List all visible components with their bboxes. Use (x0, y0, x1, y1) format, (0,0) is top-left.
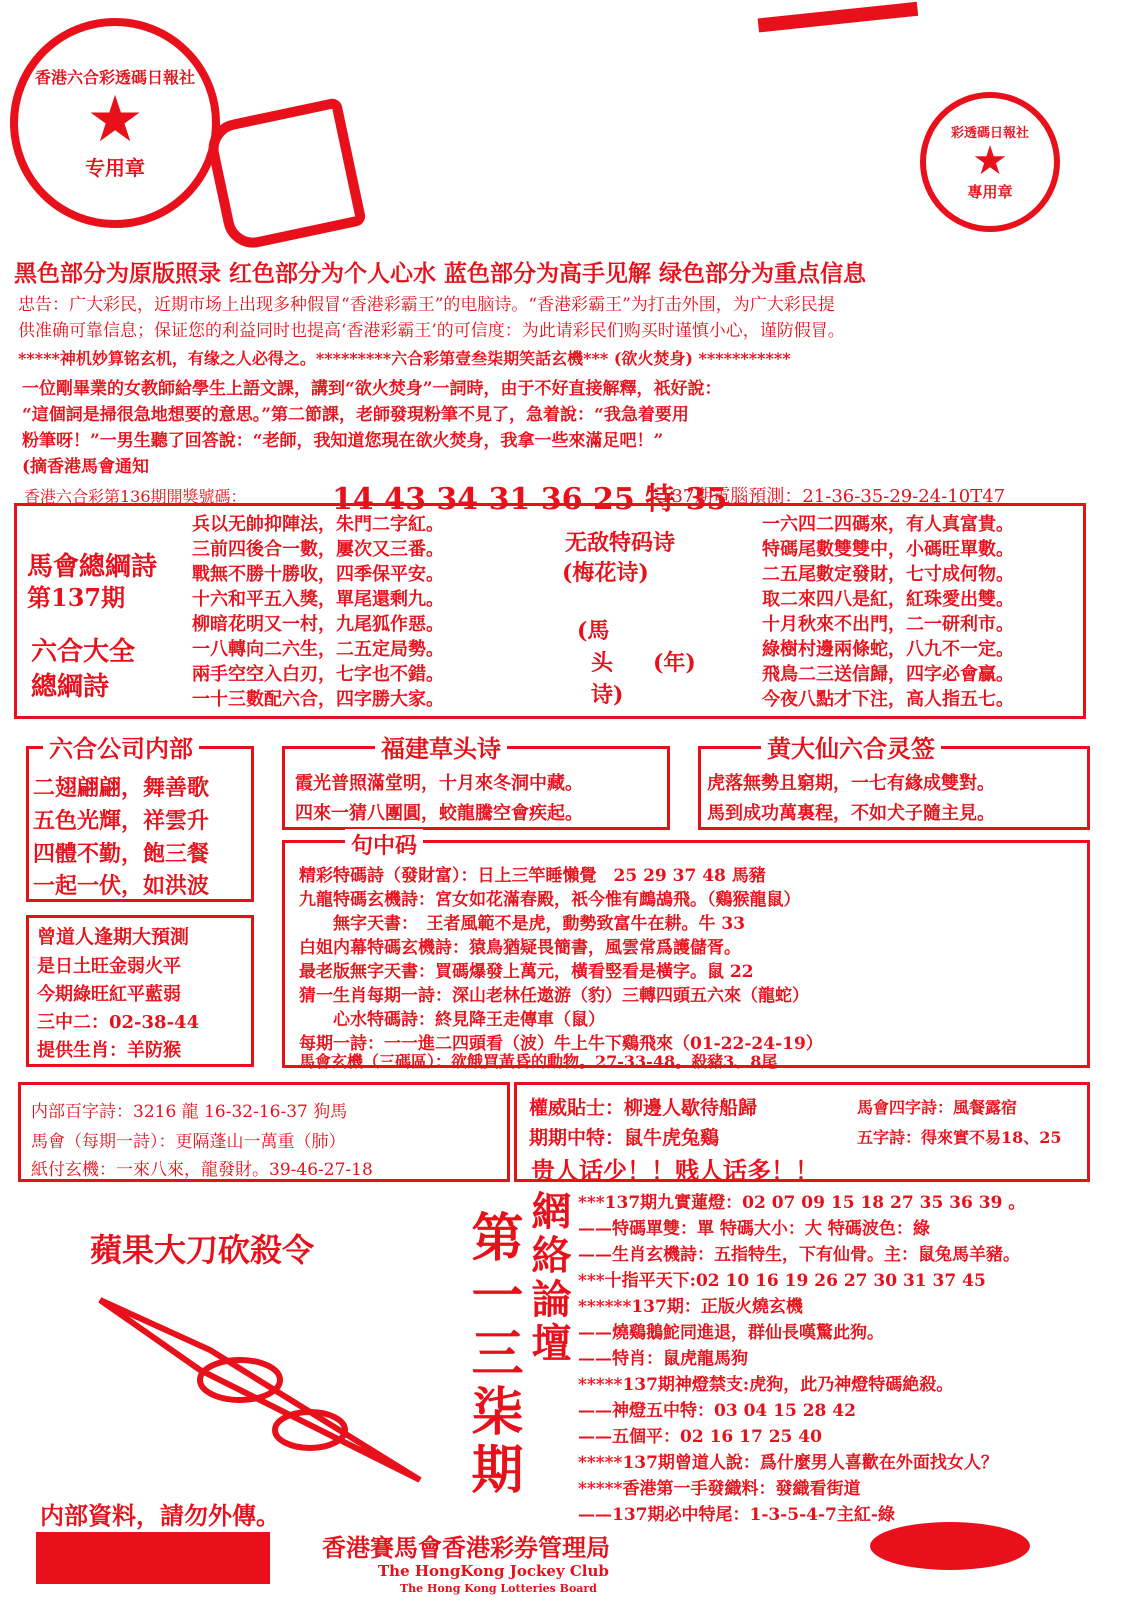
box-title: 福建草头诗 (375, 729, 507, 764)
center-poem-char: 诗) (591, 682, 624, 708)
right-seal (920, 92, 1060, 232)
box-line: 提供生肖：羊防猴 (37, 1040, 181, 1061)
forum-line: ——特肖：鼠虎龍馬狗 (578, 1349, 748, 1369)
box-line: 白姐内幕特碼玄機詩：猿鳥猶疑畏簡書，風雲常爲護儲胥。 (299, 938, 741, 958)
main-poem-title: 總綱詩 (31, 672, 110, 702)
decorative-oval-right (870, 1522, 1030, 1570)
internal-material-note: 内部資料，請勿外傳。 (40, 1501, 280, 1530)
poem-line: 一八轉向二六生，二五定局勢。 (192, 639, 444, 660)
result-numbers: 14 43 34 31 36 25 特 35 (332, 482, 728, 517)
box-line: 馬到成功萬裏程，不如犬子隨主見。 (707, 803, 995, 824)
center-poem-sub: (梅花诗) (562, 560, 649, 586)
joke-line: “這個詞是掃很急地想要的意思。”第二節課，老師發現粉筆不見了，急着說：“我急着要用 (22, 405, 689, 425)
forum-line: *****137期曾道人說：爲什麼男人喜歡在外面找女人？ (578, 1453, 998, 1473)
box-line: 馬會（每期一詩）：更隔蓬山一萬重（肺） (31, 1132, 346, 1152)
poem-line: 十六和平五入獎，單尾還剩九。 (192, 589, 444, 610)
box-title: 黄大仙六合灵签 (761, 729, 941, 764)
poem-line: 兩手空空入白刃，七字也不錯。 (192, 664, 444, 685)
fujian-poem-box (282, 734, 670, 830)
box-line: 三中二：02-38-44 (37, 1012, 200, 1033)
joke-header: *****神机妙算铭玄机，有缘之人必得之。*********六合彩第壹叁柒期笑話玄機*** (欲火焚身) *********** (18, 349, 791, 368)
box-line: 每期一詩：一一進二四頭看（波）牛上牛下鷄飛來（01-22-24-19） (299, 1034, 823, 1054)
forum-line: ***137期九實蓮燈：02 07 09 15 18 27 35 36 39 。 (578, 1193, 1026, 1213)
box-line: 虎落無勢且窮期，一七有緣成雙對。 (707, 773, 995, 794)
box-line: 猜一生肖每期一詩：深山老林任遨游（豹）三轉四頭五六來（龍蛇） (299, 986, 809, 1006)
taoist-prediction-box (26, 915, 254, 1067)
box-line: 精彩特碼詩（發財富）：日上三竿睡懶覺 25 29 37 48 馬豬 (299, 866, 766, 886)
forum-vertical-title: 網絡論壇 (525, 1190, 572, 1366)
forum-line: ——特碼單雙：單 特碼大小：大 特碼波色：綠 (578, 1219, 930, 1239)
forum-line: ——神燈五中特：03 04 15 28 42 (578, 1401, 856, 1421)
poem-line: 飛鳥二三送信歸，四字必會贏。 (762, 664, 1014, 685)
box-line: 最老版無字天書：買碼爆發上萬元，橫看竪看是橫字。鼠 22 (299, 962, 754, 982)
poem-line: 綠樹村邊兩條蛇，八九不一定。 (762, 639, 1014, 660)
seal-sub-text: 专用章 (85, 156, 145, 180)
forum-line: *****137期神燈禁支:虎狗，此乃神燈特碼絶殺。 (578, 1375, 954, 1395)
center-poem-title: 无敌特码诗 (565, 530, 676, 556)
seal-ring-text: 彩透碼日報社 (950, 126, 1029, 141)
joke-line: 粉筆呀！”一男生聽了回答說：“老師，我知道您現在欲火焚身，我拿一些來滿足吧！” (22, 431, 664, 451)
star-icon: ★ (972, 138, 1008, 184)
box-line: 無字天書： 王者風範不是虎，動勢致富牛在耕。牛 33 (299, 914, 746, 934)
internal-hundred-box (18, 1082, 510, 1182)
poem-line: 柳暗花明又一村，九尾狐作惡。 (192, 614, 444, 635)
box-line: 内部百字詩：3216 龍 16-32-16-37 狗馬 (31, 1102, 348, 1122)
org-english-2: The Hong Kong Lotteries Board (400, 1582, 597, 1595)
authority-tip: 五字詩：得來實不易18、25 (857, 1128, 1062, 1147)
org-english-1: The HongKong Jockey Club (378, 1562, 609, 1580)
box-line: 是日土旺金弱火平 (37, 956, 181, 977)
poem-line: 十月秋來不出門，二一研利市。 (762, 614, 1014, 635)
poem-line: 二五尾數定發財，七寸成何物。 (762, 564, 1014, 585)
forum-line: ******137期：正版火燒玄機 (578, 1297, 803, 1317)
left-seal (10, 18, 220, 228)
poem-line: 三前四後合一數，屢次又三番。 (192, 539, 444, 560)
forum-line: *****香港第一手發織料：發織看街道 (578, 1479, 861, 1499)
org-name: 香港賽馬會香港彩券管理局 (322, 1533, 610, 1562)
authority-tip: 期期中特：鼠牛虎兔鷄 (529, 1127, 720, 1149)
box-line: 馬會玄機（三碼區）：欲餓買黃昏的動物。27-33-48。殺豬3、8尾 (299, 1052, 778, 1071)
joke-line: (摘香港馬會通知 (22, 457, 150, 477)
joke-line: 一位剛畢業的女教師給學生上語文課，講到“欲火焚身”一詞時，由于不好直接解釋，祇好說： (22, 379, 722, 399)
header-graphic-left (203, 97, 367, 253)
center-poem-char: (馬 (577, 618, 610, 644)
company-internal-box (26, 734, 254, 902)
poem-line: 一六四二四碼來，有人真富貴。 (762, 514, 1014, 535)
box-line: 今期綠旺紅平藍弱 (37, 984, 181, 1005)
poem-line: 一十三數配六合，四字勝大家。 (192, 689, 444, 710)
main-poem-title: 六合大全 (31, 637, 136, 667)
main-poem-period: 第137期 (27, 583, 126, 612)
box-title: 六合公司内部 (43, 729, 199, 764)
box-line: 五色光輝，祥雲升 (33, 808, 210, 834)
seal-ring-text: 香港六合彩透碼日報社 (34, 68, 195, 87)
sentence-code-box (282, 833, 1090, 1071)
box-line: 四體不勤，飽三餐 (33, 841, 210, 867)
header-graphic-right (758, 2, 923, 72)
box-line: 霞光普照滿堂明，十月來冬洞中藏。 (295, 773, 583, 794)
box-line: 一起一伏，如洪波 (33, 873, 210, 899)
forum-line: ——五個平：02 16 17 25 40 (578, 1427, 822, 1447)
wong-tai-sin-box (698, 734, 1090, 830)
box-line: 二翅翩翩，舞善歌 (33, 775, 210, 801)
poem-line: 特碼尾數雙雙中，小碼旺單數。 (762, 539, 1014, 560)
apple-title: 蘋果大刀砍殺令 (90, 1231, 315, 1269)
slogan: 贵人话少！！贱人话多！！ (531, 1156, 819, 1185)
star-icon: ★ (86, 83, 144, 157)
poem-line: 今夜八點才下注，高人指五七。 (762, 689, 1014, 710)
sword-illustration (90, 1290, 430, 1490)
notice-line-2: 供准确可靠信息；保证您的利益同时也提高‘香港彩霸王’的可信度：为此请彩民们购买时谨慎小心，谨防假冒。 (18, 321, 845, 341)
box-line: 四來一猜八團圓，蛟龍騰空會疾起。 (295, 803, 583, 824)
computer-prediction: 137期電腦預測：21-36-35-29-24-10T47 (660, 486, 1006, 507)
center-poem-char: 头 (591, 650, 614, 676)
decorative-bar-left (36, 1532, 270, 1584)
forum-line: ——生肖玄機詩：五指特生，下有仙骨。主：鼠兔馬羊豬。 (578, 1245, 1020, 1265)
color-legend: 黑色部分为原版照录 红色部分为个人心水 蓝色部分为高手见解 绿色部分为重点信息 (14, 260, 867, 287)
poem-line: 兵以无帥抑陣法，朱門二字紅。 (192, 514, 444, 535)
forum-line: ——燒鷄鵝鮀同進退，群仙長嘆驚此狗。 (578, 1323, 884, 1343)
poem-line: 取二來四八是紅，紅珠愛出雙。 (762, 589, 1014, 610)
authority-tips-box (514, 1082, 1090, 1185)
forum-line: ***十指平天下:02 10 16 19 26 27 30 31 37 45 (578, 1271, 986, 1291)
notice-line-1: 忠告：广大彩民，近期市场上出现多种假冒“香港彩霸王”的电脑诗。“香港彩霸王”为打击外围，为广大彩民提 (18, 295, 835, 315)
authority-tip: 馬會四字詩：風餐露宿 (857, 1098, 1018, 1117)
box-line: 紙付玄機：一來八來，龍發財。39-46-27-18 (31, 1160, 373, 1180)
result-label: 香港六合彩第136期開獎號碼： (24, 487, 247, 506)
main-poem-box (14, 503, 1086, 719)
authority-tip: 權威貼士：柳邊人歇待船歸 (529, 1097, 758, 1119)
seal-sub-text: 專用章 (967, 183, 1013, 201)
box-title: 曾道人逢期大預測 (37, 926, 190, 948)
center-poem-char: (年) (653, 650, 696, 676)
box-title: 句中码 (345, 829, 423, 860)
box-line: 心水特碼詩：終見降王走傳車（鼠） (299, 1010, 605, 1030)
issue-vertical-title: 第一三柒期 (462, 1210, 523, 1500)
forum-line: ——137期必中特尾：1-3-5-4-7主紅-綠 (578, 1505, 895, 1525)
main-poem-title: 馬會總綱詩 (27, 552, 158, 582)
poem-line: 戰無不勝十勝收，四季保平安。 (192, 564, 444, 585)
box-line: 九龍特碼玄機詩：宮女如花滿春殿，祇今惟有鷓鴣飛。（鷄猴龍鼠） (299, 890, 801, 910)
